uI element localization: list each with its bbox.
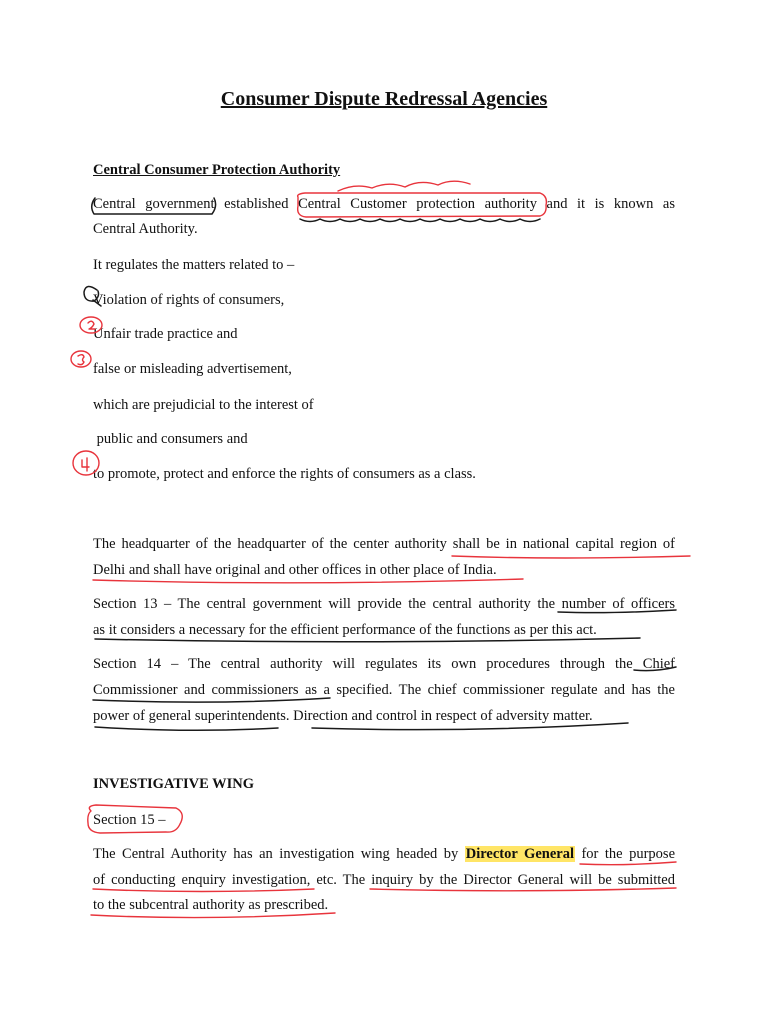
intro-line-1	[93, 195, 675, 213]
list-item: Violation of rights of consumers,	[93, 292, 285, 308]
intro-part-3: Central Customer protection authority	[298, 196, 537, 212]
sec14-line-3: power of general superintendents. Direction and control in respect of adversity matter.	[93, 708, 593, 724]
hq-underline-2	[93, 579, 523, 583]
sec14-line-2: Commissioner and commissioners as a specified. The chief commissioner regulate and has the	[93, 682, 675, 698]
sec14-line-1: Section 14 – The central authority will regulates its own procedures through the Chief	[93, 656, 675, 672]
sec13-line-1: Section 13 – The central government will provide the central authority the number of officers	[93, 596, 675, 612]
sec14-underline-power	[95, 727, 278, 730]
sec15-line-2: of conducting enquiry investigation, etc. The inquiry by the Director General will be submitted	[93, 872, 675, 888]
hq-line-2: Delhi and shall have original and other offices in other place of India.	[93, 562, 497, 578]
intro-part-2: established	[214, 196, 299, 212]
red-scribble	[338, 181, 470, 191]
sec15-text-a: The Central Authority has an investigation wing headed by	[93, 846, 465, 862]
sec15-line-1	[93, 845, 675, 863]
intro-part-4: and it is known as	[536, 196, 676, 212]
sec15-underline-2	[93, 889, 314, 892]
list-item: to promote, protect and enforce the rights of consumers as a class.	[93, 466, 476, 482]
page-title: Consumer Dispute Redressal Agencies	[220, 88, 548, 110]
sec15-line-3: to the subcentral authority as prescribed.	[93, 897, 329, 913]
hq-underline-1	[452, 556, 690, 558]
list-item: Unfair trade practice and	[93, 326, 238, 342]
regulates-line: It regulates the matters related to –	[93, 257, 295, 273]
section-heading-ccpa: Central Consumer Protection Authority	[93, 162, 341, 178]
marker-3-icon	[71, 351, 91, 367]
sec15-text-b: for the purpose	[574, 846, 675, 862]
list-item: which are prejudicial to the interest of	[93, 397, 314, 413]
list-item: public and consumers and	[93, 431, 248, 447]
director-general-highlight: Director General	[465, 846, 574, 862]
list-item: false or misleading advertisement,	[93, 361, 292, 377]
sec13-line-2: as it considers a necessary for the efficient performance of the functions as per this act.	[93, 622, 597, 638]
intro-line-2: Central Authority.	[93, 221, 198, 237]
hq-line-1: The headquarter of the headquarter of the center authority shall be in national capital region of	[93, 536, 675, 552]
section-15-label: Section 15 –	[93, 812, 166, 828]
intro-part-1: Central government	[93, 196, 215, 212]
section-heading-investigative-wing: INVESTIGATIVE WING	[93, 776, 255, 792]
